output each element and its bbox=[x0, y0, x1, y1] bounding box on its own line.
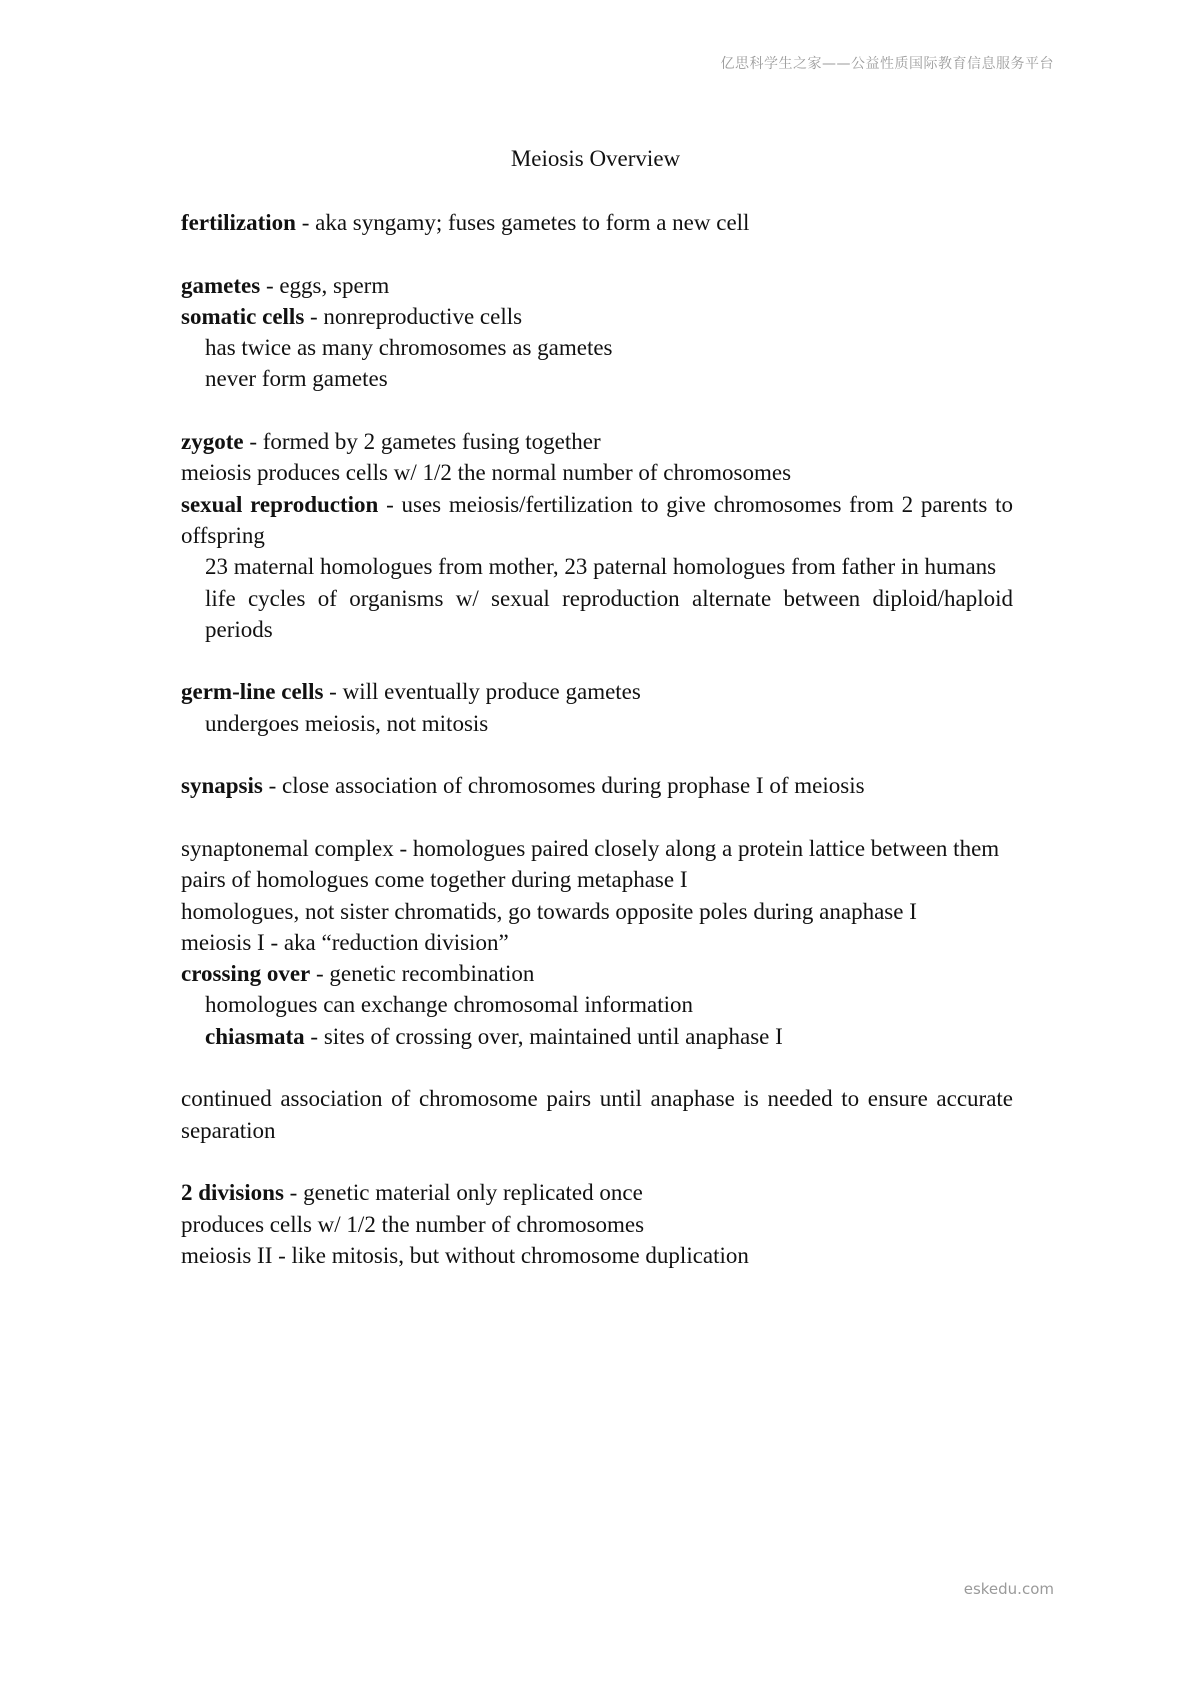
germline-detail-1: undergoes meiosis, not mitosis bbox=[205, 710, 489, 736]
blank-line bbox=[181, 395, 1013, 426]
blank-line bbox=[181, 739, 1013, 770]
somatic-detail-2: never form gametes bbox=[205, 366, 388, 392]
page-title: Meiosis Overview bbox=[510, 146, 681, 171]
term-gametes: gametes bbox=[181, 272, 261, 298]
definition-sexual-reproduction: - uses meiosis/fertilization to give chromosomes from 2 parents to offspring bbox=[181, 491, 1013, 548]
term-germ-line-cells: germ-line cells bbox=[181, 679, 324, 705]
definition-two-divisions: - genetic material only replicated once bbox=[283, 1180, 643, 1206]
paragraph-continued-association: continued association of chromosome pairs until anaphase is needed to ensure accurate separation bbox=[181, 1086, 1013, 1143]
term-two-divisions: 2 divisions bbox=[181, 1180, 284, 1206]
footer-site-text: eskedu.com bbox=[963, 1580, 1054, 1598]
definition-synapsis: - close association of chromosomes during prophase I of meiosis bbox=[262, 773, 865, 799]
crossing-detail-1: homologues can exchange chromosomal information bbox=[205, 992, 693, 1018]
blank-line bbox=[181, 1052, 1013, 1083]
paragraph-sexual-reproduction bbox=[181, 489, 1013, 552]
definition-crossing-over: - genetic recombination bbox=[310, 961, 535, 987]
definition-germ-line-cells: - will eventually produce gametes bbox=[323, 679, 641, 705]
paragraph-gametes bbox=[181, 270, 1013, 301]
paragraph-meiosis-ii: meiosis II - like mitosis, but without chromosome duplication bbox=[181, 1242, 749, 1268]
term-crossing-over: crossing over bbox=[181, 961, 311, 987]
header-site-text: 亿思科学生之家——公益性质国际教育信息服务平台 bbox=[720, 56, 1054, 72]
paragraph-pairs-of-homologues: pairs of homologues come together during metaphase I bbox=[181, 867, 688, 893]
paragraph-synaptonemal-complex: synaptonemal complex - homologues paired closely along a protein lattice between them bbox=[181, 835, 1000, 861]
blank-line bbox=[181, 645, 1013, 676]
blank-line bbox=[181, 802, 1013, 833]
definition-zygote: - formed by 2 gametes fusing together bbox=[243, 429, 601, 455]
term-somatic-cells: somatic cells bbox=[181, 303, 305, 329]
paragraph-zygote bbox=[181, 426, 1013, 457]
definition-chiasmata: - sites of crossing over, maintained until anaphase I bbox=[304, 1023, 783, 1049]
term-sexual-reproduction: sexual reproduction bbox=[181, 491, 379, 517]
paragraph-synapsis bbox=[181, 770, 1013, 801]
definition-gametes: - eggs, sperm bbox=[260, 272, 390, 298]
term-chiasmata: chiasmata bbox=[205, 1023, 305, 1049]
paragraph-produces-cells: produces cells w/ 1/2 the number of chromosomes bbox=[181, 1211, 645, 1237]
paragraph-somatic-cells bbox=[181, 301, 1013, 332]
somatic-detail-1: has twice as many chromosomes as gametes bbox=[205, 335, 613, 361]
sexual-detail-1: 23 maternal homologues from mother, 23 paternal homologues from father in humans bbox=[205, 554, 997, 580]
term-fertilization: fertilization bbox=[181, 210, 296, 235]
paragraph-fertilization bbox=[181, 207, 1013, 238]
paragraph-germ-line-cells bbox=[181, 676, 1013, 707]
sexual-detail-2: life cycles of organisms w/ sexual reproduction alternate between diploid/haploid periods bbox=[205, 585, 1013, 642]
paragraph-meiosis-i: meiosis I - aka “reduction division” bbox=[181, 929, 509, 955]
term-zygote: zygote bbox=[181, 429, 244, 455]
paragraph-crossing-over bbox=[181, 958, 1013, 989]
definition-somatic-cells: - nonreproductive cells bbox=[304, 303, 523, 329]
paragraph-homologues-poles: homologues, not sister chromatids, go towards opposite poles during anaphase I bbox=[181, 898, 917, 924]
document-body bbox=[181, 207, 1013, 1271]
paragraph-two-divisions bbox=[181, 1177, 1013, 1208]
blank-line bbox=[181, 1146, 1013, 1177]
term-synapsis: synapsis bbox=[181, 773, 263, 799]
paragraph-chiasmata bbox=[181, 1021, 1013, 1052]
definition-fertilization: - aka syngamy; fuses gametes to form a new cell bbox=[295, 210, 750, 235]
paragraph-meiosis-half: meiosis produces cells w/ 1/2 the normal number of chromosomes bbox=[181, 460, 792, 486]
blank-line bbox=[181, 238, 1013, 269]
